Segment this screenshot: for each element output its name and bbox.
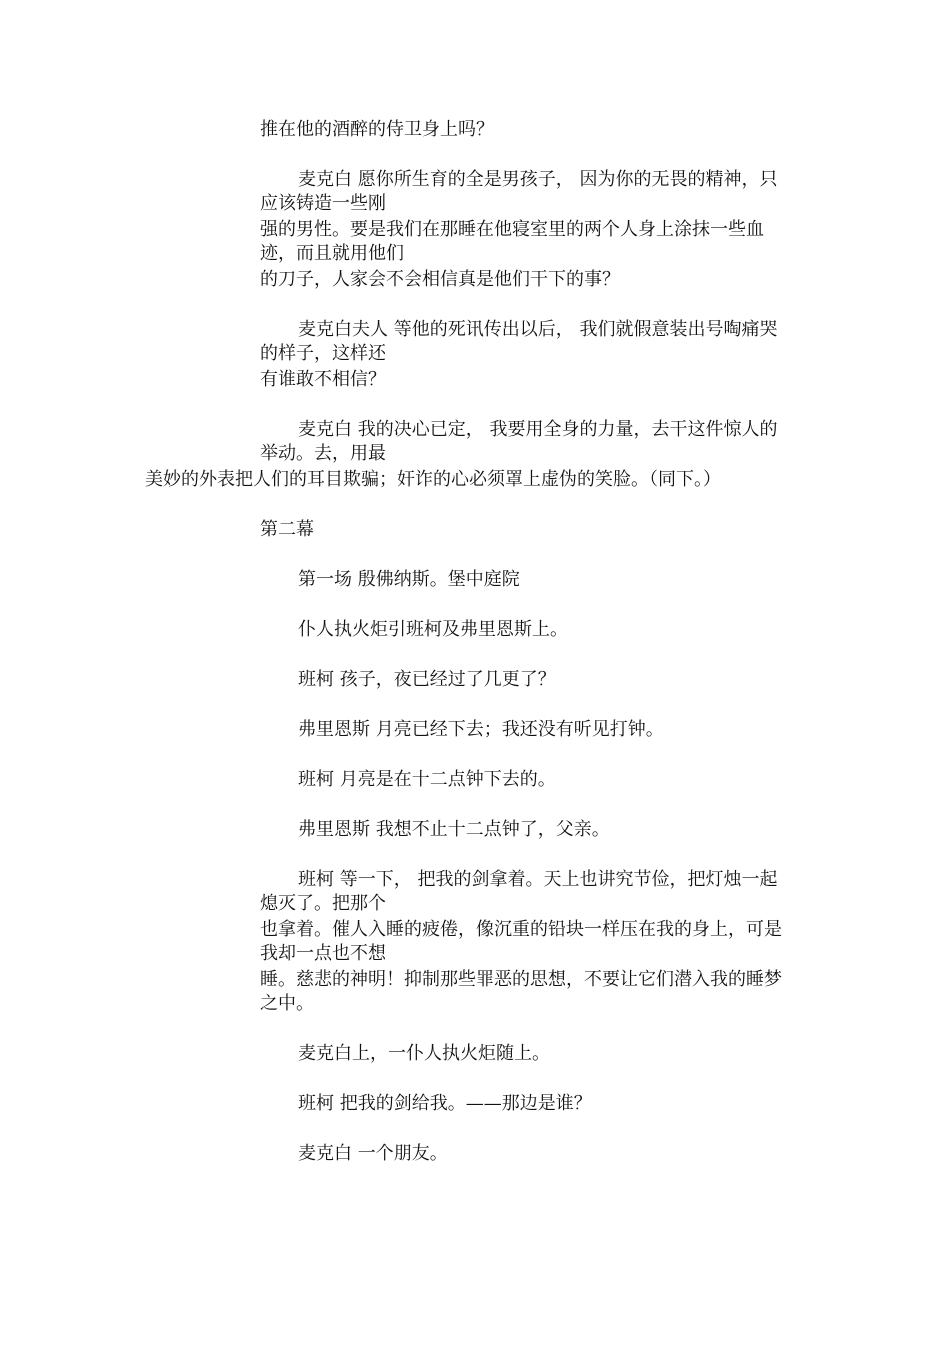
stage-direction: 麦克白上，一仆人执火炬随上。 (298, 1043, 550, 1064)
text-line: 麦克白 一个朋友。 (298, 1143, 448, 1164)
text-line: 麦克白夫人 等他的死讯传出以后， 我们就假意装出号啕痛哭 (298, 319, 778, 340)
text-line: 班柯 把我的剑给我。——那边是谁？ (298, 1093, 592, 1114)
text-line: 强的男性。要是我们在那睡在他寝室里的两个人身上涂抹一些血 (260, 219, 764, 240)
text-line: 班柯 等一下， 把我的剑拿着。天上也讲究节俭，把灯烛一起 (298, 869, 778, 890)
text-line: 熄灭了。把那个 (260, 893, 386, 914)
text-line: 弗里恩斯 我想不止十二点钟了，父亲。 (298, 819, 610, 840)
text-line: 的样子，这样还 (260, 343, 386, 364)
text-line: 睡。慈悲的神明！抑制那些罪恶的思想，不要让它们潜入我的睡梦 (260, 969, 782, 990)
text-line: 的刀子，人家会不会相信真是他们干下的事？ (260, 269, 620, 290)
text-line: 迹，而且就用他们 (260, 243, 404, 264)
text-line: 举动。去，用最 (260, 443, 386, 464)
text-line: 美妙的外表把人们的耳目欺骗；奸诈的心必须罩上虚伪的笑脸。（同下。） (145, 469, 721, 490)
text-line: 班柯 月亮是在十二点钟下去的。 (298, 769, 556, 790)
text-line: 推在他的酒醉的侍卫身上吗？ (260, 119, 494, 140)
text-line: 麦克白 我的决心已定， 我要用全身的力量，去干这件惊人的 (298, 419, 778, 440)
text-line: 班柯 孩子，夜已经过了几更了？ (298, 669, 556, 690)
text-line: 我却一点也不想 (260, 943, 386, 964)
text-line: 之中。 (260, 993, 314, 1014)
text-line: 也拿着。催人入睡的疲倦，像沉重的铅块一样压在我的身上，可是 (260, 919, 782, 940)
scene-heading: 第一场 殷佛纳斯。堡中庭院 (298, 569, 520, 590)
text-line: 麦克白 愿你所生育的全是男孩子， 因为你的无畏的精神，只 (298, 169, 778, 190)
text-line: 弗里恩斯 月亮已经下去；我还没有听见打钟。 (298, 719, 664, 740)
stage-direction: 仆人执火炬引班柯及弗里恩斯上。 (298, 619, 568, 640)
text-line: 有谁敢不相信？ (260, 369, 386, 390)
text-line: 应该铸造一些刚 (260, 193, 386, 214)
act-heading: 第二幕 (260, 519, 314, 540)
